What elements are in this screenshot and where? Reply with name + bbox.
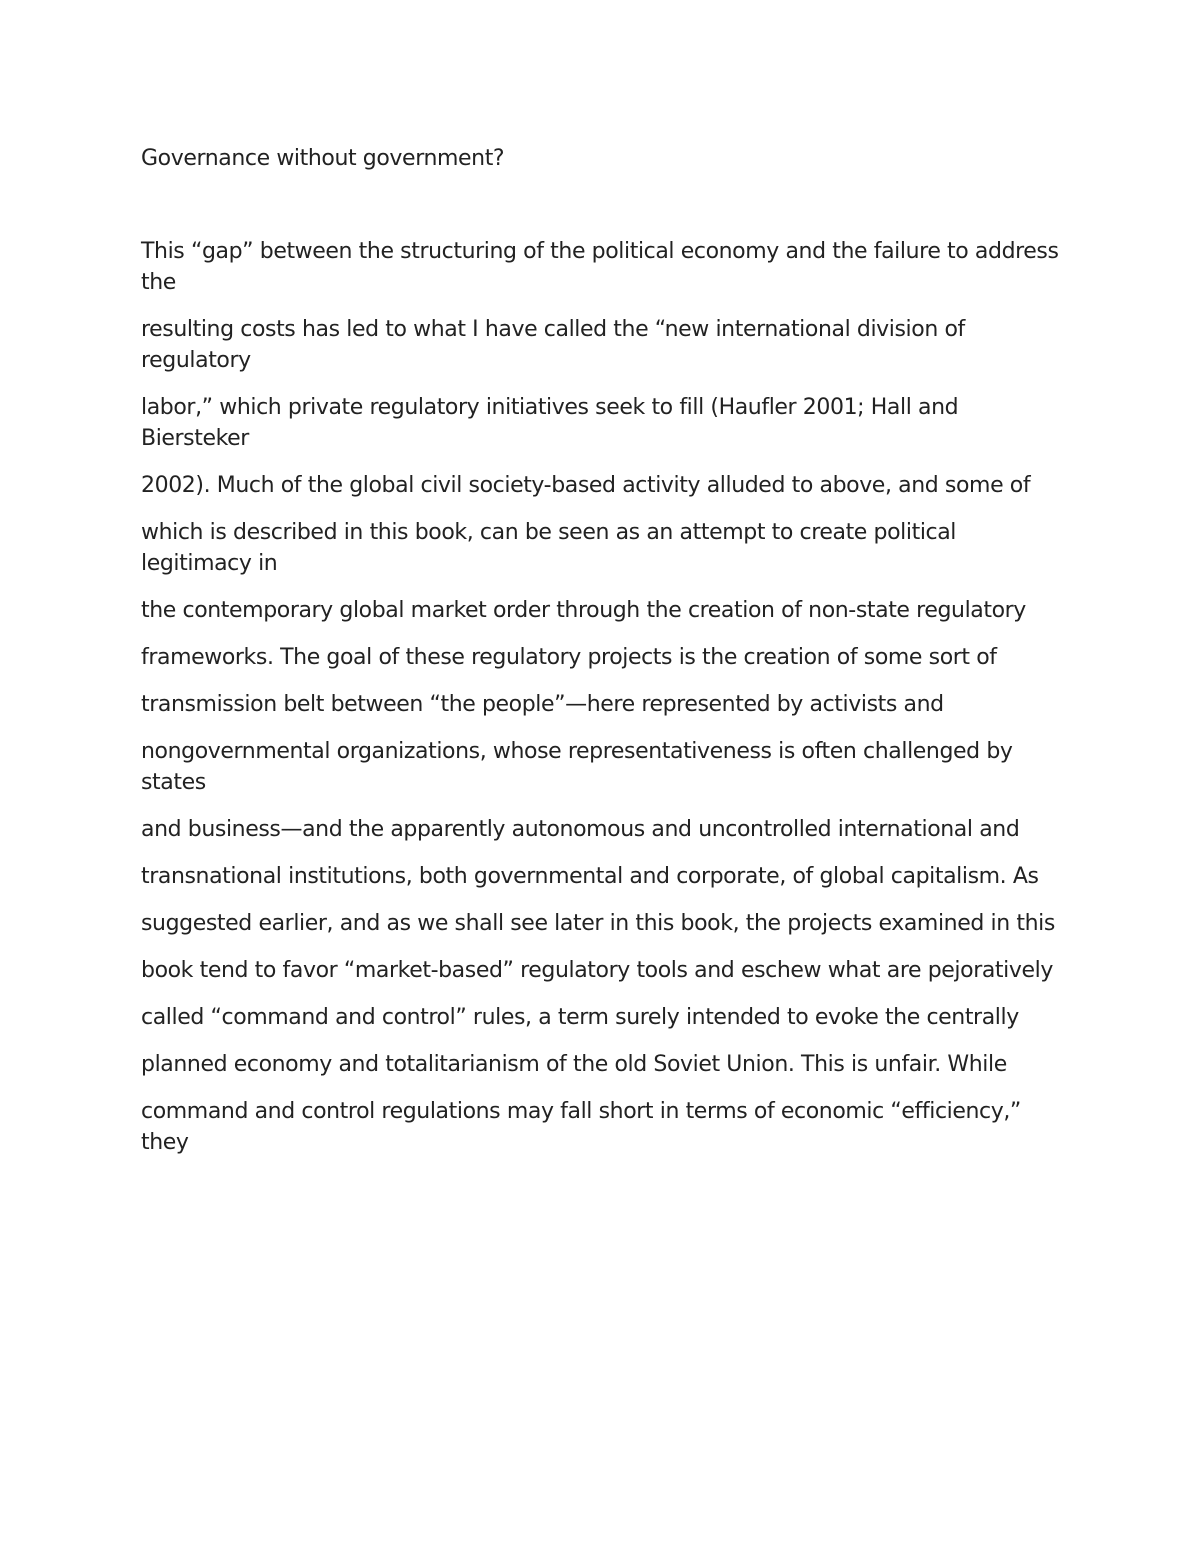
paragraph-line: called “command and control” rules, a term surely intended to evoke the centrally <box>141 1005 1019 1030</box>
paragraph-line: suggested earlier, and as we shall see later in this book, the projects examined in this <box>141 911 1055 936</box>
paragraph-line: transnational institutions, both governmental and corporate, of global capitalism. As <box>141 864 1039 889</box>
paragraph-line: transmission belt between “the people”—here represented by activists and <box>141 692 944 717</box>
paragraph-line: nongovernmental organizations, whose representativeness is often challenged by states <box>141 739 1013 795</box>
paragraph-line: and business—and the apparently autonomous and uncontrolled international and <box>141 817 1020 842</box>
paragraph-line: which is described in this book, can be seen as an attempt to create political legitimacy in <box>141 520 957 576</box>
paragraph-line: planned economy and totalitarianism of the old Soviet Union. This is unfair. While <box>141 1052 1007 1077</box>
paragraph-line: the contemporary global market order through the creation of non-state regulatory <box>141 598 1026 623</box>
document-title: Governance without government? <box>141 146 505 171</box>
paragraph-line: frameworks. The goal of these regulatory projects is the creation of some sort of <box>141 645 997 670</box>
paragraph-line: command and control regulations may fall short in terms of economic “efficiency,” they <box>141 1099 1021 1155</box>
paragraph-line: 2002). Much of the global civil society-based activity alluded to above, and some of <box>141 473 1031 498</box>
paragraph-line: resulting costs has led to what I have called the “new international division of regulatory <box>141 317 965 373</box>
paragraph-line: labor,” which private regulatory initiatives seek to fill (Haufler 2001; Hall and Biersteker <box>141 395 959 451</box>
document-body <box>141 143 1066 1174</box>
paragraph-line: book tend to favor “market-based” regulatory tools and eschew what are pejoratively <box>141 958 1053 983</box>
paragraph-line: This “gap” between the structuring of the political economy and the failure to address the <box>141 239 1059 295</box>
